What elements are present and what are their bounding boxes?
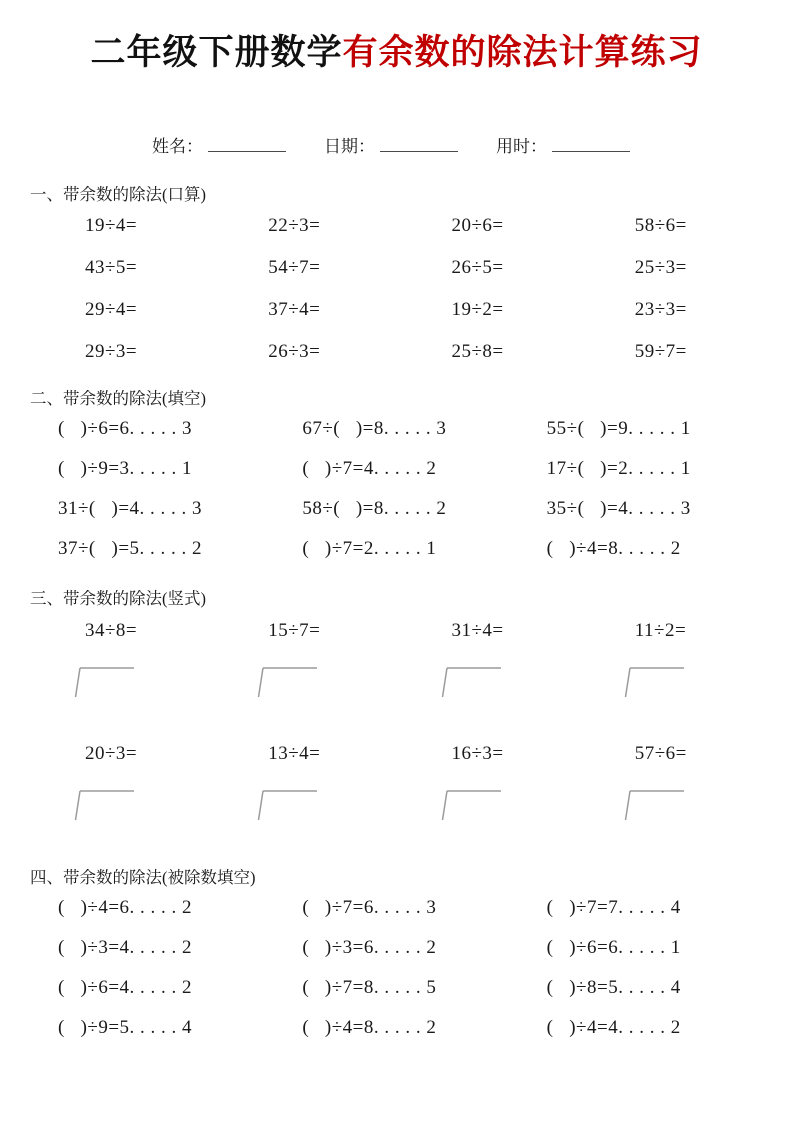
- section-3-row-2: [0, 734, 793, 822]
- long-division-bracket-icon: [622, 665, 692, 699]
- section-2-heading: 二、带余数的除法(填空): [30, 388, 206, 408]
- long-division-bracket-icon: [72, 788, 142, 822]
- problem: ( )÷7=2. . . . . 1: [302, 537, 437, 559]
- problem: 37÷4=: [268, 298, 321, 320]
- vertical-problem: [30, 734, 213, 822]
- problem: 19÷2=: [451, 298, 504, 320]
- time-label: 用时：: [496, 136, 547, 156]
- problem: 29÷4=: [85, 298, 138, 320]
- time-blank-line: [552, 148, 630, 152]
- date-blank-line: [380, 148, 458, 152]
- problem: ( )÷7=4. . . . . 2: [302, 457, 437, 479]
- section-4-heading: 四、带余数的除法(被除数填空): [30, 867, 256, 887]
- title-grade-part: 二年级下册数学: [90, 33, 343, 72]
- problem: ( )÷3=6. . . . . 2: [302, 936, 437, 958]
- name-field: [152, 132, 286, 157]
- section-2-grid: [0, 409, 793, 569]
- problem: ( )÷4=4. . . . . 2: [546, 1016, 681, 1038]
- section-3-heading: 三、带余数的除法(竖式): [30, 588, 206, 608]
- time-field: [496, 132, 630, 157]
- problem: ( )÷4=8. . . . . 2: [302, 1016, 437, 1038]
- problem: 17÷( )=2. . . . . 1: [546, 457, 691, 479]
- problem: 54÷7=: [268, 256, 321, 278]
- long-division-bracket-icon: [439, 788, 509, 822]
- problem: 16÷3=: [451, 742, 504, 764]
- problem: 43÷5=: [85, 256, 138, 278]
- problem: 35÷( )=4. . . . . 3: [546, 497, 691, 519]
- problem: ( )÷4=6. . . . . 2: [58, 896, 193, 918]
- problem: 58÷6=: [634, 214, 687, 236]
- section-oral-division: [0, 181, 793, 373]
- long-division-bracket-icon: [72, 665, 142, 699]
- vertical-problem: [213, 611, 396, 699]
- problem: 34÷8=: [85, 619, 138, 641]
- problem: ( )÷9=5. . . . . 4: [58, 1016, 193, 1038]
- vertical-problem: [580, 611, 763, 699]
- section-fill-blank: [0, 385, 793, 569]
- problem: 15÷7=: [268, 619, 321, 641]
- long-division-bracket-icon: [255, 665, 325, 699]
- long-division-bracket-icon: [622, 788, 692, 822]
- page-title: [0, 0, 793, 76]
- problem: 67÷( )=8. . . . . 3: [302, 417, 447, 439]
- problem: ( )÷7=6. . . . . 3: [302, 896, 437, 918]
- problem: 26÷5=: [451, 256, 504, 278]
- problem: 29÷3=: [85, 340, 138, 362]
- problem: 25÷8=: [451, 340, 504, 362]
- section-1-heading: 一、带余数的除法(口算): [30, 184, 206, 204]
- title-topic-part: 有余数的除法计算练习: [342, 33, 703, 72]
- date-field: [324, 132, 458, 157]
- long-division-bracket-icon: [439, 665, 509, 699]
- name-blank-line: [208, 148, 286, 152]
- vertical-problem: [213, 734, 396, 822]
- problem: 57÷6=: [634, 742, 687, 764]
- vertical-problem: [580, 734, 763, 822]
- vertical-problem: [397, 611, 580, 699]
- problem: 26÷3=: [268, 340, 321, 362]
- vertical-problem: [397, 734, 580, 822]
- problem: ( )÷7=7. . . . . 4: [546, 896, 681, 918]
- problem: 58÷( )=8. . . . . 2: [302, 497, 447, 519]
- problem: 13÷4=: [268, 742, 321, 764]
- problem: 20÷6=: [451, 214, 504, 236]
- section-4-grid: [0, 888, 793, 1048]
- problem: 31÷4=: [451, 619, 504, 641]
- problem: 22÷3=: [268, 214, 321, 236]
- problem: 20÷3=: [85, 742, 138, 764]
- vertical-problem: [30, 611, 213, 699]
- problem: ( )÷6=4. . . . . 2: [58, 976, 193, 998]
- section-3-row-1: [0, 611, 793, 699]
- problem: 59÷7=: [634, 340, 687, 362]
- problem: ( )÷8=5. . . . . 4: [546, 976, 681, 998]
- meta-row: [152, 132, 793, 157]
- section-1-grid: [0, 205, 793, 373]
- problem: 11÷2=: [634, 619, 687, 641]
- problem: ( )÷6=6. . . . . 1: [546, 936, 681, 958]
- problem: ( )÷6=6. . . . . 3: [58, 417, 193, 439]
- problem: ( )÷3=4. . . . . 2: [58, 936, 193, 958]
- section-vertical-form: [0, 585, 793, 822]
- problem: 23÷3=: [634, 298, 687, 320]
- problem: ( )÷9=3. . . . . 1: [58, 457, 193, 479]
- problem: 37÷( )=5. . . . . 2: [58, 537, 203, 559]
- problem: 25÷3=: [634, 256, 687, 278]
- problem: ( )÷7=8. . . . . 5: [302, 976, 437, 998]
- problem: 31÷( )=4. . . . . 3: [58, 497, 203, 519]
- section-dividend-fill: [0, 864, 793, 1048]
- long-division-bracket-icon: [255, 788, 325, 822]
- name-label: 姓名：: [152, 136, 203, 156]
- problem: 55÷( )=9. . . . . 1: [546, 417, 691, 439]
- date-label: 日期：: [324, 136, 375, 156]
- problem: 19÷4=: [85, 214, 138, 236]
- problem: ( )÷4=8. . . . . 2: [546, 537, 681, 559]
